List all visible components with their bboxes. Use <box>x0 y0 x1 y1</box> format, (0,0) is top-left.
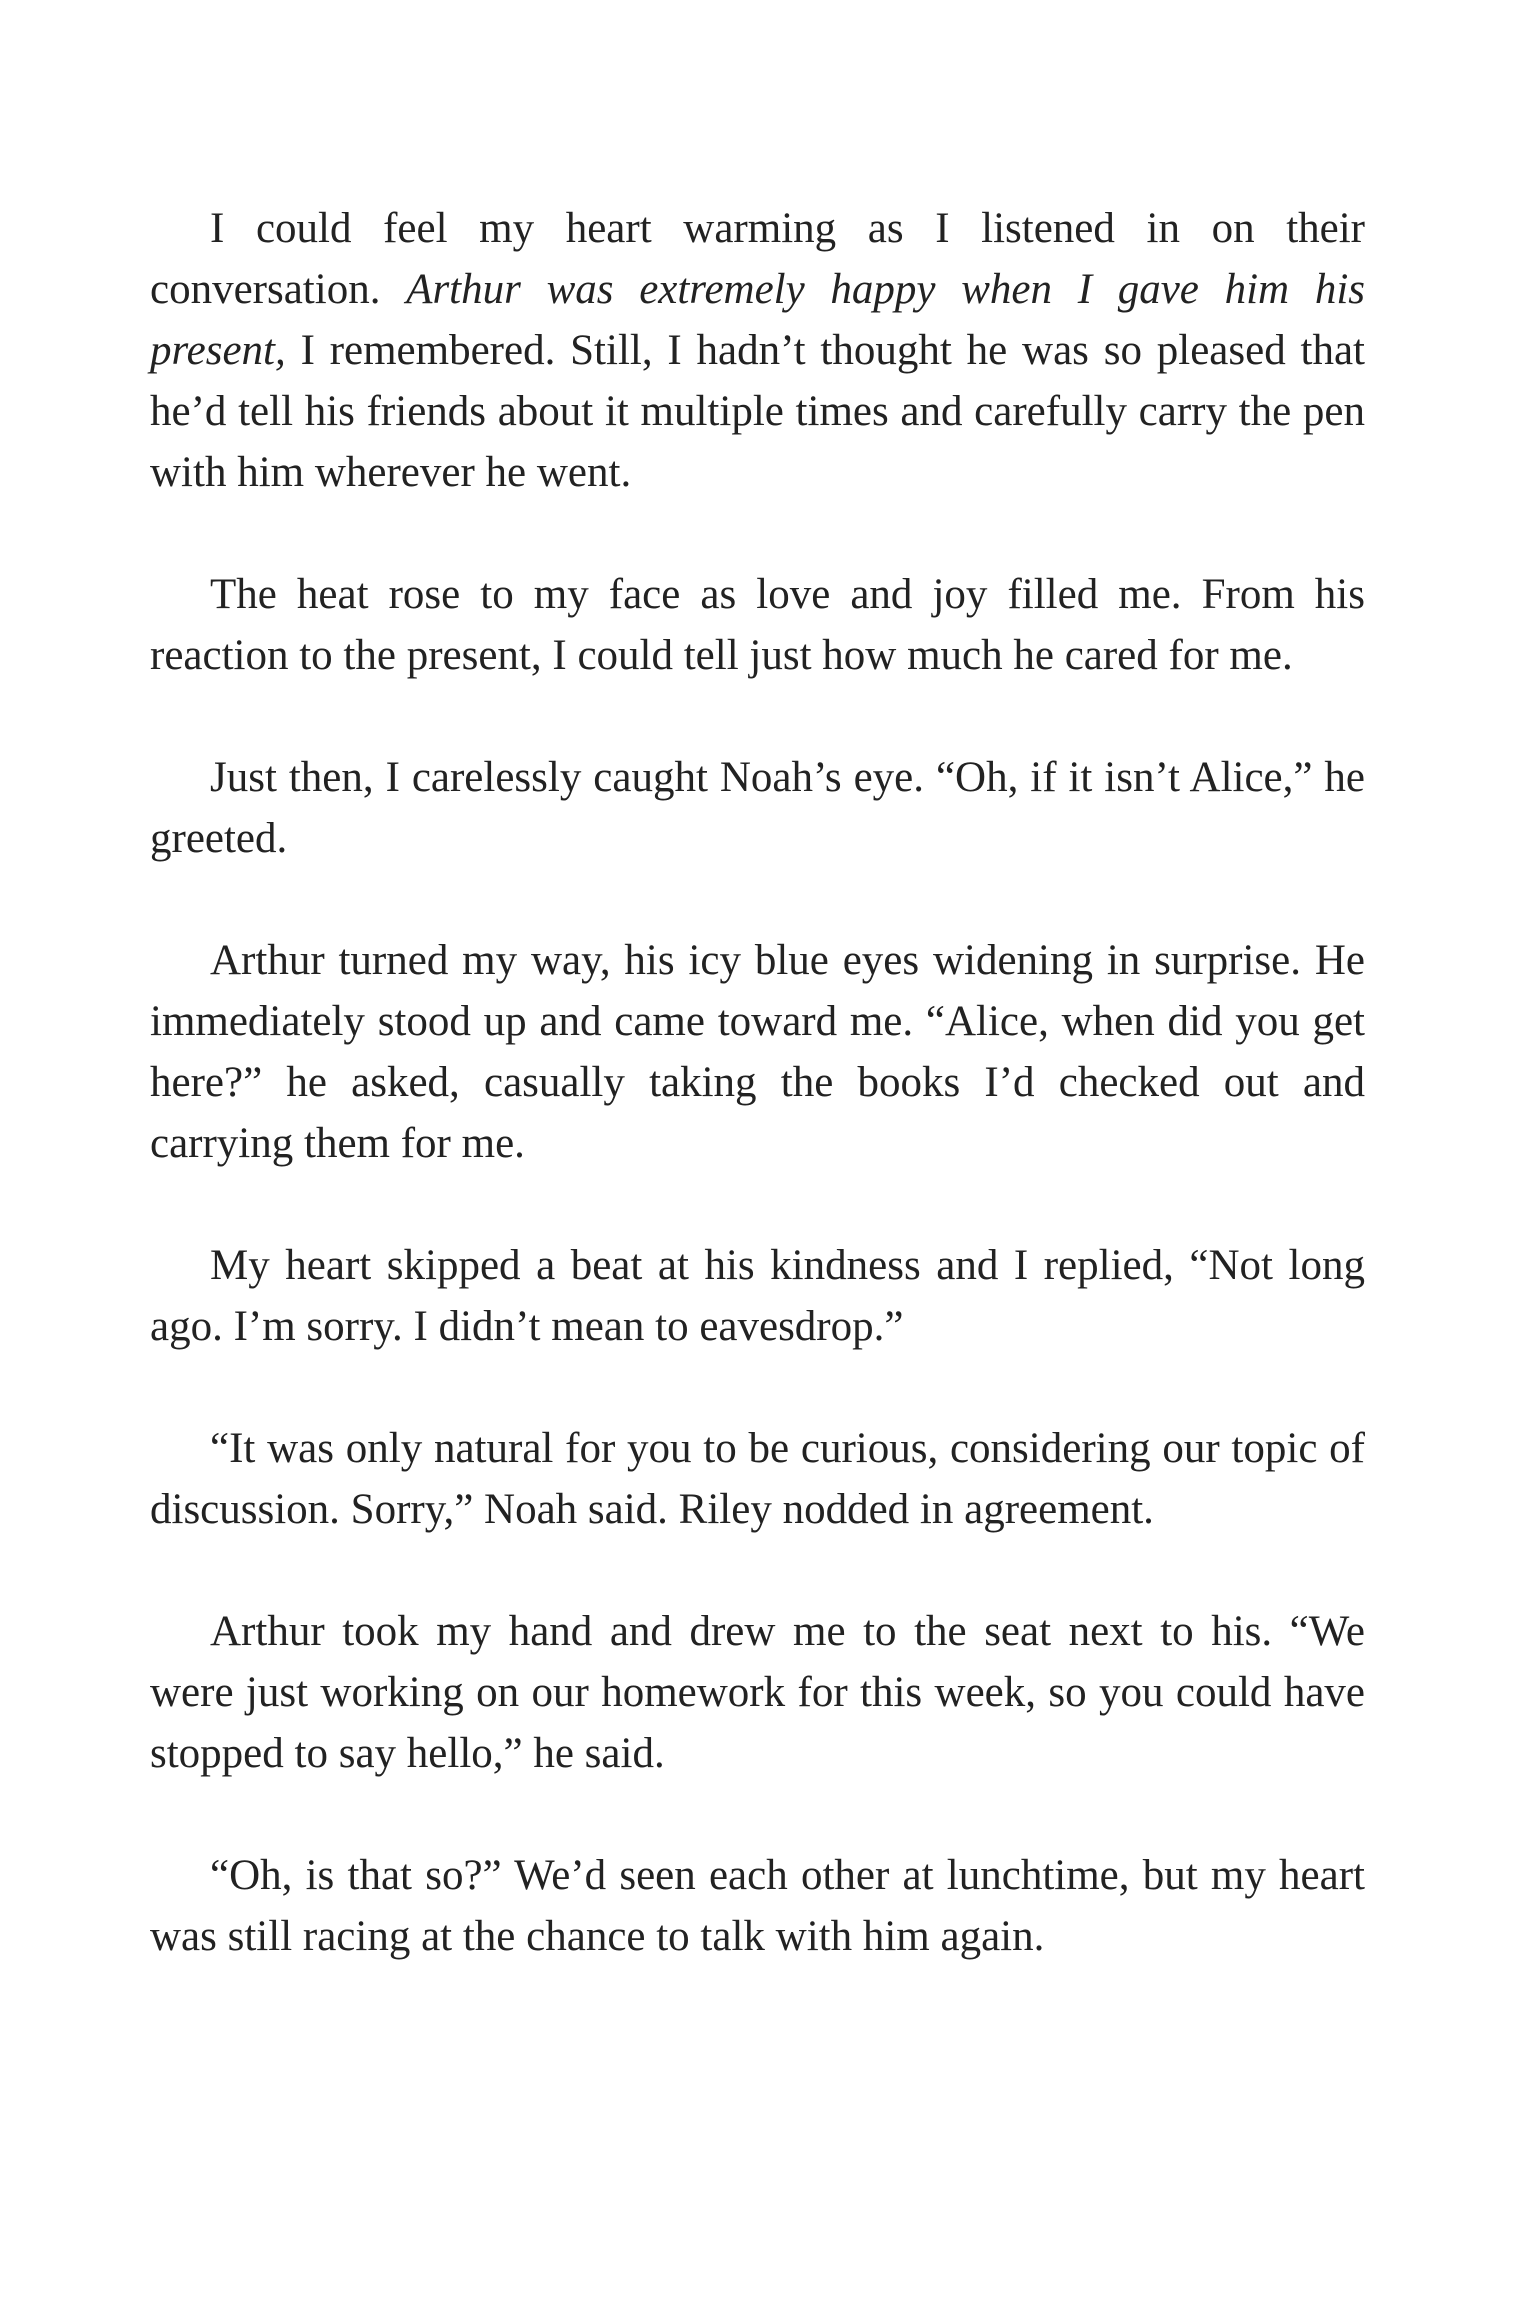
paragraph-7: Arthur took my hand and drew me to the seat next to his. “We were just working on our homework for this week, so you could have stopped to say hello,” he said. <box>150 1608 1365 1777</box>
paragraph-3: Just then, I carelessly caught Noah’s eye. “Oh, if it isn’t Alice,” he greeted. <box>150 754 1365 862</box>
paragraph-1 <box>150 198 1365 503</box>
paragraph-1-text-start: I could feel my heart warming as I listened in on their conversation. <box>150 205 1365 313</box>
book-page <box>150 198 1365 1967</box>
paragraph-1-italic-thought: Arthur was extremely happy when I gave him his present, <box>150 266 1365 374</box>
paragraph-4: Arthur turned my way, his icy blue eyes widening in surprise. He immediately stood up and came toward me. “Alice, when did you get here?” he asked, casually taking the books I’d checked out and carrying them for me. <box>150 937 1365 1167</box>
paragraph-8: “Oh, is that so?” We’d seen each other at lunchtime, but my heart was still racing at the chance to talk with him again. <box>150 1852 1365 1960</box>
paragraph-5: My heart skipped a beat at his kindness and I replied, “Not long ago. I’m sorry. I didn’t mean to eavesdrop.” <box>150 1242 1365 1350</box>
paragraph-1-text-end: I remembered. Still, I hadn’t thought he was so pleased that he’d tell his friends about it multiple times and carefully carry the pen with him wherever he went. <box>150 327 1365 496</box>
paragraph-6: “It was only natural for you to be curious, considering our topic of discussion. Sorry,” Noah said. Riley nodded in agreement. <box>150 1425 1365 1533</box>
paragraph-2: The heat rose to my face as love and joy filled me. From his reaction to the present, I could tell just how much he cared for me. <box>150 571 1365 679</box>
